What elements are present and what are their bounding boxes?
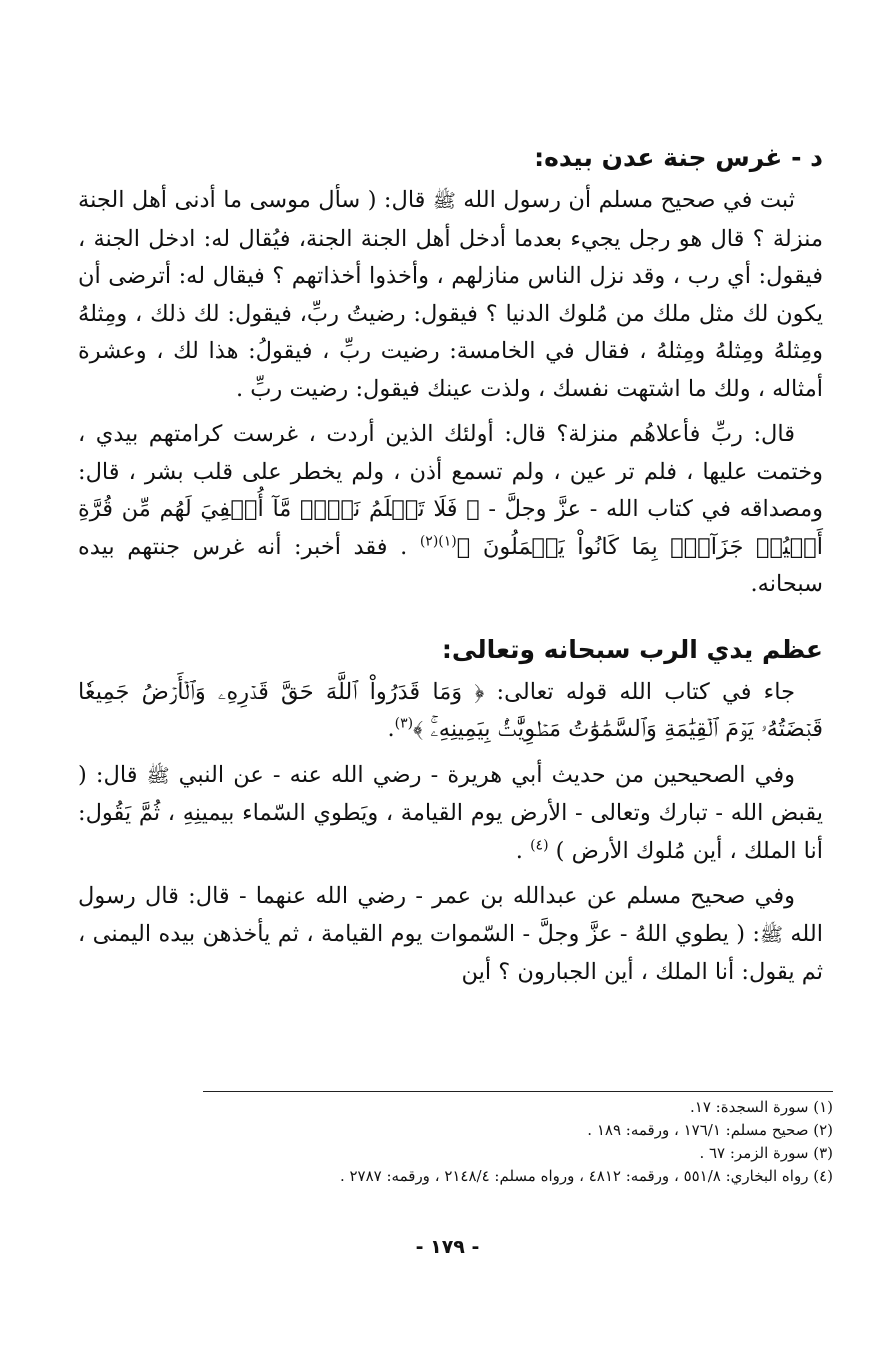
paragraph-sahihayn <box>78 757 823 871</box>
salutation-ligature: ﷺ <box>432 190 456 212</box>
section-spacer <box>78 612 823 630</box>
paragraph-text: . <box>387 716 395 742</box>
page-number: - ١٧٩ - <box>415 1236 480 1258</box>
paragraph-text: قال: ( يقبض الله - تبارك وتعالى - الأرض يوم القيامة ، ويَطوي السّماء بيمينِهِ ، ثُمَّ يَقُول: أنا الملك ، أين مُلوك الأرض ) <box>78 761 823 864</box>
paragraph-text: قال: ربِّ فأعلاهُم منزلة؟ قال: أولئك الذين أردت ، غرست كرامتهم بيدي ، وختمت عليها ، فلم تر عين ، ولم تسمع أذن ، ولم يخطر على قلب بشر ، قال: ومصداقه في كتاب الله - عزَّ وجلَّ - <box>78 421 823 522</box>
footnote-reference: (٣) <box>394 715 414 732</box>
footnotes <box>120 1096 833 1188</box>
paragraph-highest-rank <box>78 416 823 604</box>
footnote-2: (٢) صحيح مسلم: ١٧٦/١ ، ورقمه: ١٨٩ . <box>587 1121 833 1139</box>
footnote-1: (١) سورة السجدة: ١٧. <box>690 1098 833 1116</box>
footnote-3: (٣) سورة الزمر: ٦٧ . <box>699 1144 833 1162</box>
quran-verse: ﴿ وَمَا قَدَرُواْ ٱللَّهَ حَقَّ قَدۡرِهِۦ وَٱلۡأَرۡضُ جَمِيعٗا قَبۡضَتُهُۥ يَوۡمَ ٱلۡقِيَٰمَةِ وَٱلسَّمَٰوَٰتُ مَطۡوِيَّٰتُۢ بِيَمِينِهِۦۚ ﴾ <box>78 678 823 742</box>
paragraph-text: جاء في كتاب الله قوله تعالى: <box>484 678 795 705</box>
salutation-ligature: ﷺ <box>760 923 783 946</box>
footnote-divider <box>203 1091 833 1092</box>
footnote-reference: (٤) <box>530 837 549 853</box>
paragraph-text: ثبت في صحيح مسلم أن رسول الله <box>455 187 795 213</box>
footnote-reference: (١)(٢) <box>419 533 457 549</box>
paragraph-text: : ( يطوي اللهُ - عزَّ وجلَّ - السّموات يوم القيامة ، ثم يأخذهن بيده اليمنى ، ثم يقول: أنا الملك ، أين الجبارون ؟ أين <box>78 920 823 985</box>
footnote-4: (٤) رواه البخاري: ٥٥١/٨ ، ورقمه: ٤٨١٢ ، ورواه مسلم: ٢١٤٨/٤ ، ورقمه: ٢٧٨٧ . <box>339 1167 833 1185</box>
paragraph-text: . <box>515 837 531 864</box>
paragraph-text: . فقد أخبر: أنه غرس جنتهم بيده سبحانه. <box>78 533 823 597</box>
paragraph-sahih-muslim-ibn-umar <box>78 878 823 992</box>
paragraph-text: قال: ( سأل موسى ما أدنى أهل الجنة منزلة ؟ قال هو رجل يجيء بعدما أدخل أهل الجنة الجنة، فيُقال له: ادخل الجنة ، فيقول: أي رب ، وقد نزل الناس منازلهم ، وأخذوا أخذاتهم ؟ فيقال له: أترضى أن يكون لك مثل ملك من مُلوك الدنيا ؟ فيقول: رضيتُ ربِّ، فيقول: لك ذلك ، ومِثلهُ ومِثلهُ ومِثلهُ ومِثلهُ ، فقال في الخامسة: رضيت ربِّ ، فيقولُ: هذا لك ، وعشرة أمثاله ، ولك ما اشتهت نفسك ، ولذت عينك فيقول: رضيت ربِّ . <box>78 187 823 402</box>
salutation-ligature: ﷺ <box>146 764 170 787</box>
page-body <box>78 138 823 1000</box>
paragraph-text: وفي الصحيحين من حديث أبي هريرة - رضي الله عنه - عن النبي <box>169 761 796 788</box>
quran-verse: ﴿ فَلَا تَعۡلَمُ نَفۡسٞ مَّآ أُخۡفِيَ لَهُم مِّن قُرَّةِ أَعۡيُنٖ جَزَآءَۢ بِمَا كَانُواْ يَعۡمَلُونَ ﴾ <box>78 496 824 560</box>
paragraph-hadith-musa <box>78 182 823 408</box>
section-heading-garden-of-eden: د - غرس جنة عدن بيده: <box>534 143 823 172</box>
section-heading-greatness-of-hands: عظم يدي الرب سبحانه وتعالى: <box>441 634 823 664</box>
paragraph-quran-zumar <box>78 674 823 749</box>
paragraph-text: وفي صحيح مسلم عن عبدالله بن عمر - رضي الله عنهما - قال: قال رسول الله <box>78 883 823 947</box>
